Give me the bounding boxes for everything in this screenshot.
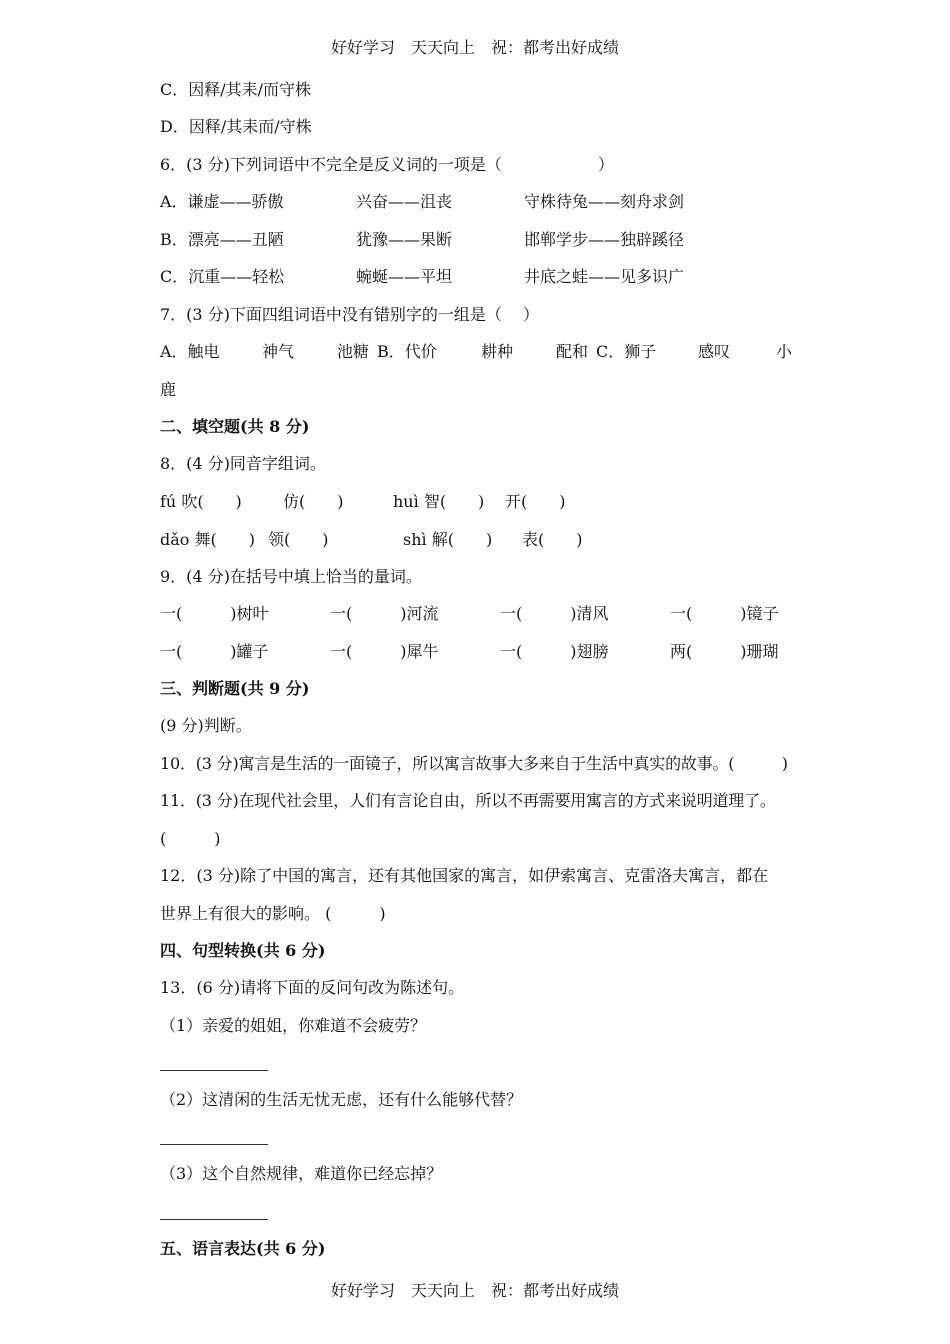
question-12-cont: 世界上有很大的影响。 ( ) [160,904,386,923]
q7-item-7: C．狮子 [596,342,657,361]
q9-row1-b: 一( )河流 [330,604,439,623]
q6-option-a2: 兴奋——沮丧 [356,192,453,211]
q8-row2-a: dǎo 舞( ) [160,530,255,549]
question-12: 12．(3 分)除了中国的寓言，还有其他国家的寓言，如伊索寓言、克雷洛夫寓言，都在 [160,866,769,885]
q8-row1-a: fú 吹( ) [160,492,242,511]
option-c-line: C．因释/其耒/而守株 [160,80,312,99]
q8-row1-b: 仿( ) [283,492,344,511]
q7-item-1: A．触电 [160,342,220,361]
section-4-heading: 四、句型转换(共 6 分) [160,941,326,960]
q6-option-a1: A．谦虚——骄傲 [160,192,284,211]
option-d-line: D．因释/其耒而/守株 [160,117,312,136]
section-5-heading: 五、语言表达(共 6 分) [160,1239,326,1258]
question-11-blank: ( ) [160,829,221,848]
q9-row2-c: 一( )翅膀 [500,642,609,661]
q7-item-8: 感叹 [698,342,731,361]
page-footer: 好好学习 天天向上 祝：都考出好成绩 [330,1281,619,1300]
question-7: 7．(3 分)下面四组词语中没有错别字的一组是（ ） [160,305,540,324]
q9-row2-b: 一( )犀牛 [330,642,439,661]
q8-row2-d: 表( ) [522,530,583,549]
q6-option-c3: 井底之蛙——见多识广 [524,267,685,286]
q9-row1-c: 一( )清风 [500,604,609,623]
q13-sentence-2: （2）这清闲的生活无忧无虑，还有什么能够代替？ [160,1090,523,1109]
section-2-heading: 二、填空题(共 8 分) [160,417,310,436]
question-13: 13．(6 分)请将下面的反问句改为陈述句。 [160,978,465,997]
q7-item-6: 配和 [556,342,589,361]
q7-item-5: 耕种 [481,342,514,361]
question-9: 9．(4 分)在括号中填上恰当的量词。 [160,567,422,586]
q7-item-10: 鹿 [160,380,177,399]
question-11: 11．(3 分)在现代社会里，人们有言论自由，所以不再需要用寓言的方式来说明道理了。 [160,791,776,810]
q8-row2-c: shì 解( ) [403,530,493,549]
q9-row2-d: 两( )珊瑚 [670,642,779,661]
question-8: 8．(4 分)同音字组词。 [160,454,326,473]
section-3-heading: 三、判断题(共 9 分) [160,679,310,698]
answer-line-1 [160,1070,268,1071]
q6-option-b1: B．漂亮——丑陋 [160,230,284,249]
q13-sentence-1: （1）亲爱的姐姐，你难道不会疲劳？ [160,1016,427,1035]
answer-line-3 [160,1219,268,1220]
answer-line-2 [160,1144,268,1145]
q7-item-3: 池糖 [337,342,370,361]
q13-sentence-3: （3）这个自然规律，难道你已经忘掉？ [160,1164,443,1183]
q6-option-c1: C．沉重——轻松 [160,267,285,286]
judgment-intro: (9 分)判断。 [160,716,252,735]
page-header: 好好学习 天天向上 祝：都考出好成绩 [330,38,619,57]
q9-row1-d: 一( )镜子 [670,604,779,623]
q7-item-4: B．代价 [377,342,437,361]
q9-row2-a: 一( )罐子 [160,642,269,661]
q8-row1-c: huì 智( ) [393,492,485,511]
q6-option-b3: 邯郸学步——独辟蹊径 [524,230,685,249]
q9-row1-a: 一( )树叶 [160,604,269,623]
q7-item-2: 神气 [262,342,295,361]
question-6: 6．(3 分)下列词语中不完全是反义词的一项是（ ） [160,155,614,174]
question-10: 10．(3 分)寓言是生活的一面镜子，所以寓言故事大多来自于生活中真实的故事。( ) [160,754,788,773]
q6-option-a3: 守株待兔——刻舟求剑 [524,192,685,211]
q8-row2-b: 领( ) [268,530,329,549]
q6-option-b2: 犹豫——果断 [356,230,453,249]
q8-row1-d: 开( ) [505,492,566,511]
q7-item-9: 小 [776,342,793,361]
q6-option-c2: 蜿蜒——平坦 [356,267,453,286]
